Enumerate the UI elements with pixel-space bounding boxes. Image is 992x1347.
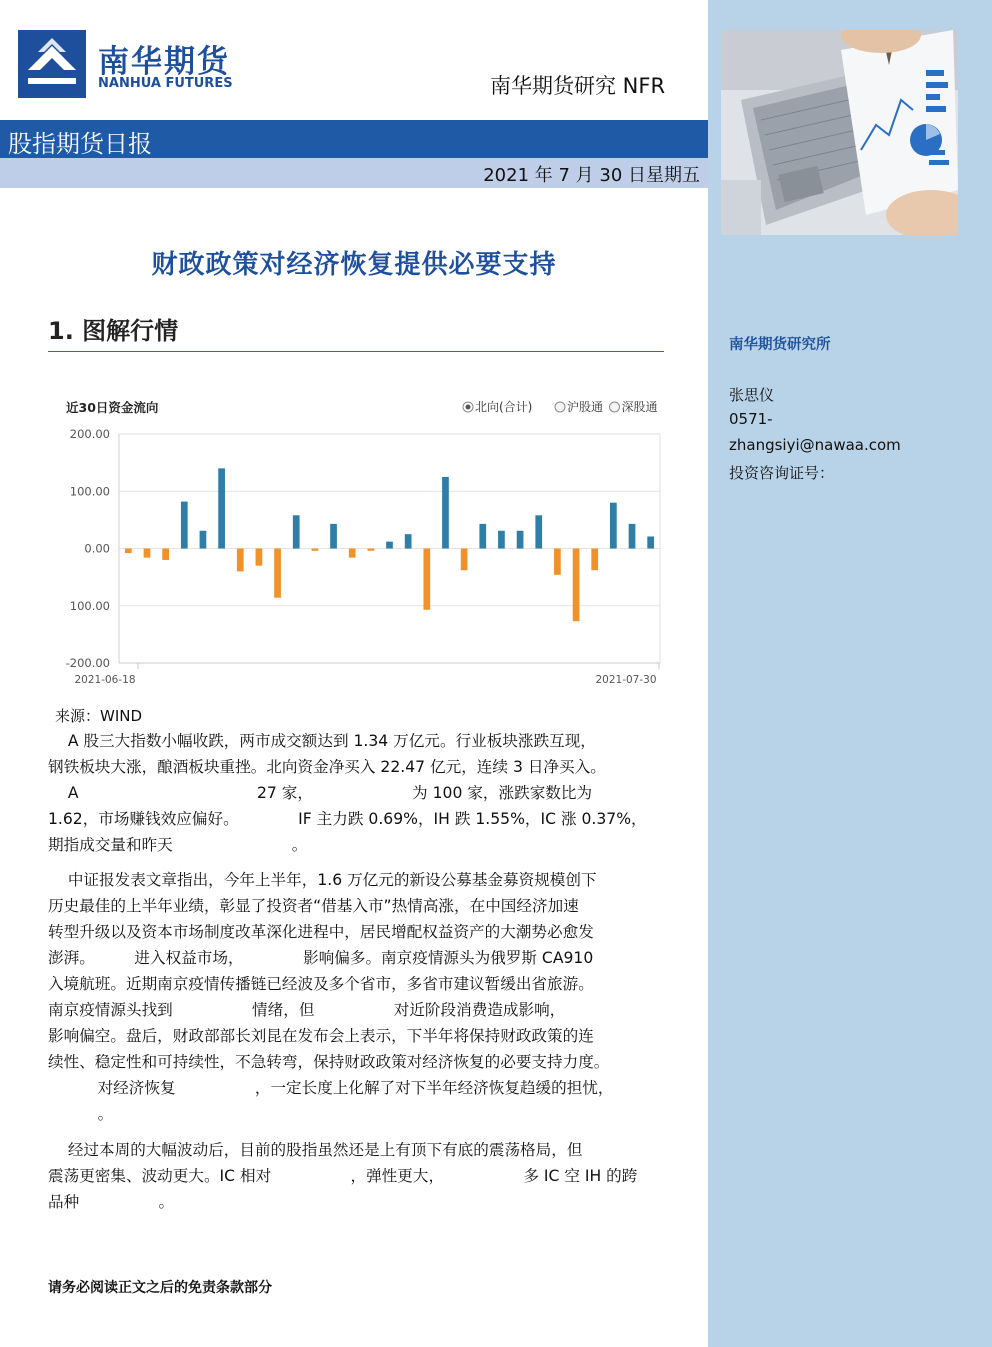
y-tick-label: -200.00 (65, 656, 110, 670)
report-date: 2021 年 7 月 30 日星期五 (483, 165, 700, 186)
sidebar-org: 南华期货研究所 (729, 337, 831, 353)
logo-text-en: NANHUA FUTURES (98, 76, 233, 91)
legend-label[interactable]: 深股通 (621, 400, 658, 414)
report-type-title: 股指期货日报 (8, 130, 152, 158)
chart-bar (274, 549, 281, 598)
chart-bar (386, 542, 393, 549)
chart-bar (498, 531, 505, 549)
chart-bar (367, 549, 374, 551)
chart-bar (181, 502, 188, 549)
chart-bar (330, 524, 337, 549)
y-tick-label: 100.00 (69, 598, 110, 613)
chart-bar (461, 549, 468, 571)
chart-bar (256, 549, 263, 566)
chart-bar (312, 549, 319, 551)
cover-photo (721, 30, 958, 235)
analyst-license: 投资咨询证号： (729, 464, 835, 482)
chart-bar (554, 549, 561, 575)
section-title: 1. 图解行情 (48, 317, 179, 345)
x-axis-start-label: 2021-06-18 (74, 674, 136, 686)
y-tick-label: 200.00 (69, 427, 110, 441)
paragraph-outlook: 经过本周的大幅波动后，目前的股指虽然还是上有顶下有底的震荡格局，但 震荡更密集、波动更大。IC 相对 ，弹性更大， 多 IC 空 IH 的跨 品种 。 (48, 1141, 638, 1211)
chart-bar (647, 536, 654, 548)
chart-bar (237, 549, 244, 572)
chart-bar (573, 549, 580, 622)
y-tick-label: 0.00 (84, 541, 110, 556)
chart-bar (591, 549, 598, 571)
chart-bar (162, 549, 169, 560)
chart-bar (479, 524, 486, 549)
chart-source: 来源：WIND (55, 707, 143, 725)
chart-bar (405, 534, 412, 548)
chart-bar (200, 531, 207, 549)
chart-bar (423, 549, 430, 610)
chart-bar (218, 468, 225, 548)
paragraph-news: 中证报发表文章指出，今年上半年，1.6 万亿元的新设公募基金募资规模创下 历史最佳的上半年业绩，彰显了投资者“借基入市”热情高涨，在中国经济加速 转型升级以及资本市场制度改革深化进程中，居民增配权益资产的大潮势必愈发 澎湃。 进入权益市场， 影响偏多。南京疫情源头为俄罗斯 CA910 入境航班。近期南京疫情传播链已经波及多个省市，多省市建议暂缓出省旅游。 南京疫情源头找到 情绪，但 对近阶段消费造成影响， 影响偏空。盘后，财政部部长刘昆在发布会上表示，下半年将保持财政政策的连 续性、稳定性和可持续性，不急转弯，保持财政政策对经济恢复的必要支持力度。 对经济恢复 ，一定长度上化解了对下半年经济恢复趋缓的担忧， 。 (48, 871, 614, 1123)
chart-y-ticks (66, 427, 110, 670)
company-logo (18, 30, 240, 98)
chart-bar (535, 515, 542, 548)
fund-flow-chart (48, 385, 668, 695)
chart-bar (349, 549, 356, 558)
chart-bar (125, 549, 132, 554)
legend-radio-icon[interactable] (610, 402, 620, 412)
y-tick-label: 100.00 (69, 484, 110, 499)
legend-label[interactable]: 沪股通 (567, 400, 604, 414)
section-divider (48, 351, 664, 352)
report-type-band (0, 120, 708, 158)
chart-bar (610, 503, 617, 549)
analyst-email: zhangsiyi@nawaa.com (729, 436, 901, 454)
date-strip (0, 158, 708, 188)
legend-radio-icon[interactable] (555, 402, 565, 412)
chart-bar (442, 477, 449, 549)
analyst-phone: 0571- (729, 410, 773, 428)
chart-legend (463, 399, 658, 414)
paragraph-market: A 股三大指数小幅收跌，两市成交额达到 1.34 万亿元。行业板块涨跌互现， 钢铁板块大涨，酿酒板块重挫。北向资金净买入 22.47 亿元，连续 3 日净买入。 A 27 家， 为 100 家，涨跌家数比为 1.62，市场赚钱效应偏好。 IF 主力跌 0.69%，IH 跌 1.55%，IC 涨 0.37%， 期指成交量和昨天 。 (48, 732, 647, 854)
analyst-name: 张思仪 (729, 386, 775, 404)
nanhua-logo-icon (18, 30, 86, 98)
x-axis-end-label: 2021-07-30 (595, 674, 657, 686)
chart-bar (144, 549, 151, 558)
legend-radio-dot (466, 405, 471, 410)
laptop-chart-photo (721, 30, 958, 235)
chart-title: 近30日资金流向 (66, 400, 159, 415)
disclaimer-note: 请务必阅读正文之后的免责条款部分 (48, 1280, 272, 1296)
logo-text-cn: 南华期货 (98, 44, 230, 80)
chart-bar (293, 515, 300, 548)
legend-label[interactable]: 北向(合计) (475, 400, 533, 414)
chart-bar (629, 524, 636, 549)
brand-nfr: 南华期货研究 NFR (490, 74, 666, 98)
chart-bar (517, 531, 524, 549)
report-headline: 财政政策对经济恢复提供必要支持 (151, 250, 557, 280)
